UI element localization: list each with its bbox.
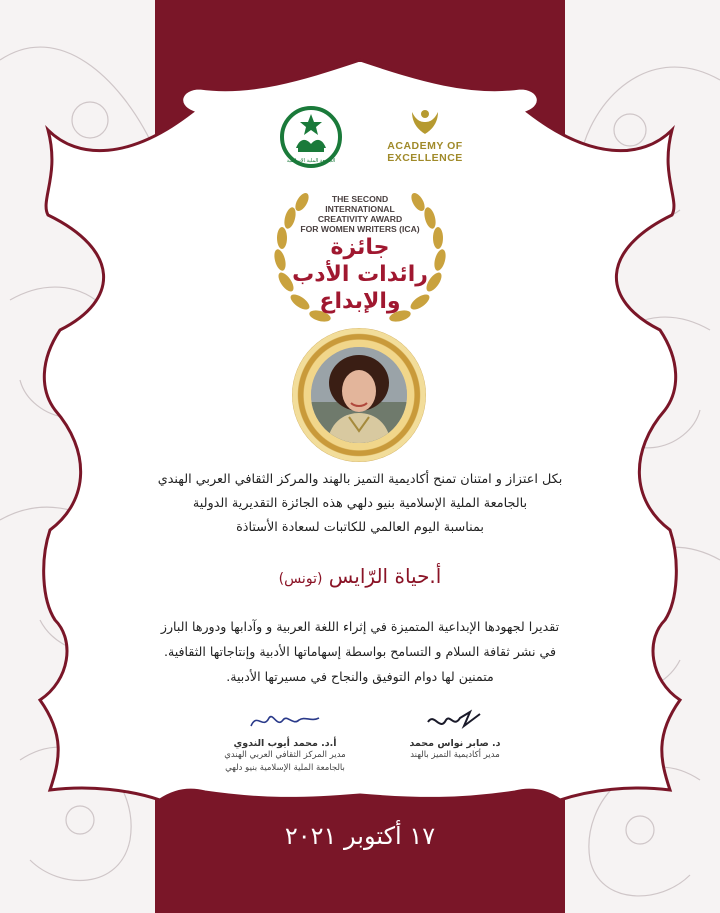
recipient-country: (تونس) [278, 571, 323, 587]
award-ar-line-2: رائدات الأدب [292, 262, 428, 287]
intro-line-2: بالجامعة الملية الإسلامية بنيو دلهي هذه الجائزة التقديرية الدولية [192, 496, 528, 511]
award-en-line-3: CREATIVITY AWARD [317, 214, 403, 224]
signature-left [200, 708, 370, 775]
signature-right [370, 706, 540, 762]
award-en-line-2: INTERNATIONAL [325, 204, 395, 214]
award-arabic-title [250, 234, 470, 315]
academy-of-excellence-logo [370, 106, 480, 170]
intro-paragraph [110, 468, 610, 540]
citation-line-2: في نشر ثقافة السلام و التسامح بواسطة إسهاماتها الأدبية وإنتاجاتها الثقافية. [163, 644, 557, 659]
award-en-line-4: FOR WOMEN WRITERS (ICA) [300, 224, 420, 234]
recipient-photo-frame [292, 328, 426, 462]
intro-line-3: بمناسبة اليوم العالمي للكاتبات لسعادة الأستاذة [236, 520, 484, 535]
recipient-name-text: أ.حياة الرّايس [328, 564, 442, 588]
citation-line-1: تقديرا لجهودها الإبداعية المتميزة في إثراء اللغة العربية و وآدابها ودورها البارز [160, 619, 560, 634]
certificate-content [40, 0, 680, 913]
portrait-icon [311, 347, 407, 443]
jmi-logo-icon [280, 104, 342, 170]
signatory-left-role-2: بالجامعة الملية الإسلامية بنيو دلهي [225, 763, 345, 773]
signatory-left-name: أ.د. محمد أيوب الندوي [233, 738, 337, 749]
certificate-date: ١٧ أكتوبر ٢٠٢١ [284, 822, 436, 850]
signatory-right-role-1: مدير أكاديمية التميز بالهند [410, 750, 500, 760]
citation-paragraph [110, 614, 610, 689]
academy-line-2: EXCELLENCE [387, 152, 463, 164]
award-english-title [250, 194, 470, 234]
svg-text:الجامعة الملية الإسلامية: الجامعة الملية الإسلامية [286, 158, 336, 164]
recipient-photo [311, 347, 407, 443]
signatory-left-role-1: مدير المركز الثقافي العربي الهندي [224, 750, 346, 760]
citation-line-3: متمنين لها دوام التوفيق والنجاح في مسيرتها الأدبية. [226, 669, 494, 684]
recipient-name [160, 564, 560, 588]
award-en-line-1: THE SECOND [331, 194, 389, 204]
handwritten-signature-left [245, 708, 325, 734]
academy-line-1: ACADEMY OF [387, 140, 463, 152]
award-emblem [250, 182, 470, 332]
handwritten-signature-right [420, 706, 490, 734]
award-ar-line-1: جائزة [330, 235, 390, 260]
signatory-right-name: د. صابر نواس محمد [409, 738, 501, 749]
intro-line-1: بكل اعتزاز و امتنان تمنح أكاديمية التميز بالهند والمركز الثقافي العربي الهندي [157, 472, 563, 487]
award-ar-line-3: والإبداع [319, 289, 401, 314]
logo-row [40, 98, 680, 178]
academy-emblem-icon [408, 106, 442, 136]
